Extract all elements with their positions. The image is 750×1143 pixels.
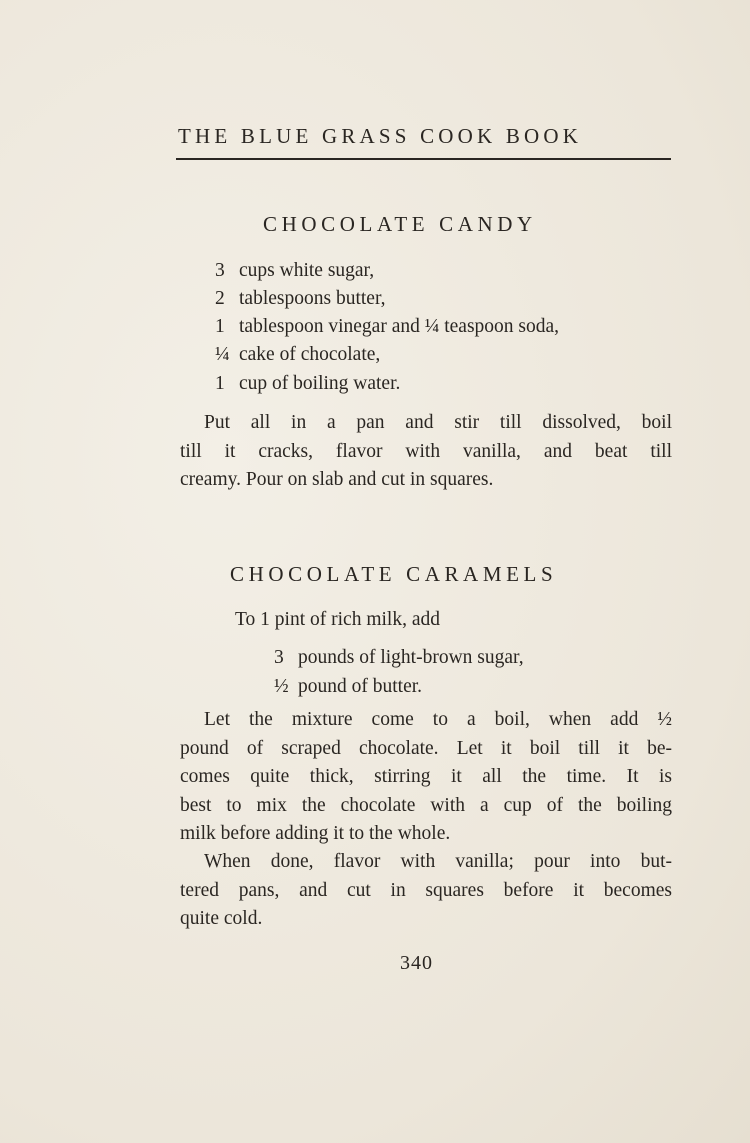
method-line: milk before adding it to the whole. [180,823,451,844]
ingredient-qty: 3 [274,647,284,668]
ingredient-qty: 3 [215,260,225,281]
recipe-method-continued [180,848,672,934]
ingredient-text: pounds of light-brown sugar, [298,647,524,668]
ingredient-line [274,677,422,697]
recipe-title-chocolate-caramels: CHOCOLATE CARAMELS [230,562,558,586]
ingredient-qty: 1 [215,373,225,394]
ingredient-line [274,648,524,668]
header-rule [176,158,671,160]
ingredient-line [215,317,559,337]
recipe-title-chocolate-candy: CHOCOLATE CANDY [263,212,537,236]
ingredient-line [215,374,400,394]
recipe-intro: To 1 pint of rich milk, add [235,609,440,630]
method-line: tered pans, and cut in squares before it becomes [180,879,672,901]
method-line: till it cracks, flavor with vanilla, and beat till [180,440,672,462]
method-line: Let the mixture come to a boil, when add ½ [204,709,672,730]
ingredient-text: pound of butter. [298,676,423,697]
recipe-method [180,706,672,849]
method-line: pound of scraped chocolate. Let it boil till it be- [180,737,672,759]
method-line: comes quite thick, stirring it all the time. It is [180,766,672,787]
method-line: quite cold. [180,908,263,929]
ingredient-line [215,261,374,281]
ingredient-qty: 1 [215,316,225,337]
ingredient-line [215,289,386,309]
ingredient-qty: ½ [274,676,289,697]
ingredient-text: cup of boiling water. [239,373,401,394]
ingredient-text: cake of chocolate, [239,344,381,365]
ingredient-qty: ¼ [215,344,230,365]
page-number: 340 [400,952,433,974]
ingredient-text: tablespoon vinegar and ¼ teaspoon soda, [239,316,560,337]
method-line: creamy. Pour on slab and cut in squares. [180,469,494,490]
ingredient-line [215,345,380,365]
recipe-method [180,409,672,495]
ingredient-qty: 2 [215,288,225,309]
ingredient-text: tablespoons butter, [239,288,386,309]
ingredient-text: cups white sugar, [239,260,375,281]
method-line: best to mix the chocolate with a cup of the boiling [180,794,672,816]
running-head: THE BLUE GRASS COOK BOOK [178,124,583,148]
method-line: When done, flavor with vanilla; pour into but- [204,851,672,872]
method-line: Put all in a pan and stir till dissolved, boil [204,412,672,433]
